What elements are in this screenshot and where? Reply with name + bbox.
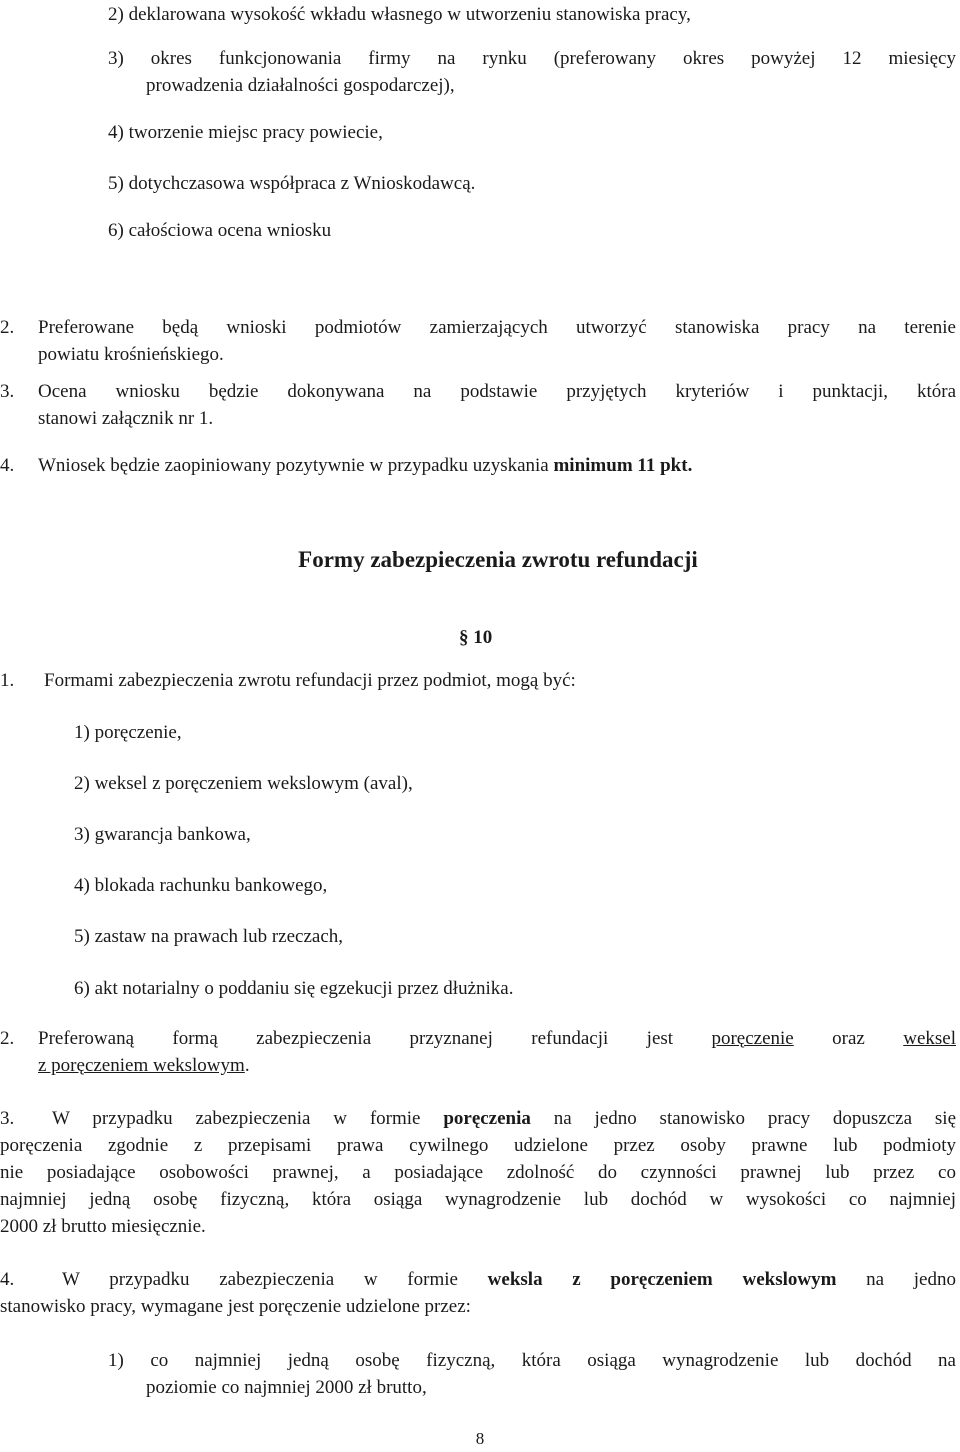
s10-point-4-bold: weksla z poręczeniem wekslowym [487, 1269, 837, 1290]
criteria-item-3-cont: prowadzenia działalności gospodarczej), [146, 75, 455, 96]
point-3-text: Ocena wniosku będzie dokonywana na podstawie przyjętych kryteriów i punktacji, która [38, 381, 956, 402]
s10-point-1-number: 1. [0, 670, 15, 691]
s10-point-4-sub-1-cont: poziomie co najmniej 2000 zł brutto, [146, 1377, 427, 1398]
section-heading: Formy zabezpieczenia zwrotu refundacji [298, 547, 698, 572]
s10-point-2-end: . [244, 1055, 250, 1076]
criteria-item-4: 4) tworzenie miejsc pracy powiecie, [108, 122, 383, 143]
form-item-1: 1) poręczenie, [74, 722, 182, 743]
form-item-2: 2) weksel z poręczeniem wekslowym (aval), [74, 773, 413, 794]
point-4-text [38, 452, 692, 479]
s10-point-4-number: 4. [0, 1269, 15, 1290]
s10-point-1-text: Formami zabezpieczenia zwrotu refundacji przez podmiot, mogą być: [44, 670, 576, 691]
criteria-item-3: 3) okres funkcjonowania firmy na rynku (preferowany okres powyżej 12 miesięcy [108, 48, 956, 69]
s10-point-3-plain: W przypadku zabezpieczenia w formie [52, 1108, 444, 1129]
s10-point-4-sub-1: 1) co najmniej jedną osobę fizyczną, która osiąga wynagrodzenie lub dochód na [108, 1350, 956, 1371]
s10-point-4-plain-3: stanowisko pracy [0, 1296, 132, 1317]
criteria-item-6: 6) całościowa ocena wniosku [108, 220, 332, 241]
s10-point-4-text-cont [0, 1293, 471, 1320]
criteria-item-5: 5) dotychczasowa współpraca z Wnioskodawcą. [108, 173, 476, 194]
s10-point-4-plain: W przypadku zabezpieczenia w formie [62, 1269, 488, 1290]
paragraph-mark: § 10 [459, 627, 493, 648]
point-4-number: 4. [0, 455, 15, 476]
s10-point-4-plain-2: na jedno [836, 1269, 956, 1290]
page-number: 8 [475, 1429, 485, 1448]
s10-point-4-text [62, 1266, 956, 1293]
s10-point-4-underline: , [131, 1296, 136, 1317]
point-4-text-bold: minimum 11 pkt. [553, 455, 693, 476]
point-4-text-plain: Wniosek będzie zaopiniowany pozytywnie w przypadku uzyskania [38, 455, 554, 476]
s10-point-3-plain-2: na jedno stanowisko pracy dopuszcza się [530, 1108, 956, 1129]
form-item-3: 3) gwarancja bankowa, [74, 824, 251, 845]
form-item-5: 5) zastaw na prawach lub rzeczach, [74, 926, 344, 947]
s10-point-3-bold: poręczenia [443, 1108, 531, 1129]
s10-point-3-line-3: nie posiadające osobowości prawnej, a posiadające zdolność do czynności prawnej lub przez co [0, 1162, 956, 1183]
s10-point-3-line-5: 2000 zł brutto miesięcznie. [0, 1216, 206, 1237]
s10-point-2-underline-1: poręczenie [711, 1028, 794, 1049]
s10-point-3-line-2: poręczenia zgodnie z przepisami prawa cywilnego udzielone przez osoby prawne lub podmioty [0, 1135, 956, 1156]
s10-point-4-plain-4: wymagane jest poręczenie udzielone przez: [135, 1296, 471, 1317]
s10-point-2-plain-2: oraz [793, 1028, 904, 1049]
point-2-text-cont: powiatu krośnieńskiego. [38, 344, 224, 365]
s10-point-3-line-4: najmniej jedną osobę fizyczną, która osiąga wynagrodzenie lub dochód w wysokości co najmniej [0, 1189, 956, 1210]
point-2-text: Preferowane będą wnioski podmiotów zamierzających utworzyć stanowiska pracy na terenie [38, 317, 956, 338]
criteria-item-2: 2) deklarowana wysokość wkładu własnego w utworzeniu stanowiska pracy, [108, 4, 691, 25]
s10-point-2-plain: Preferowaną formą zabezpieczenia przyznanej refundacji jest [38, 1028, 712, 1049]
s10-point-2-number: 2. [0, 1028, 15, 1049]
s10-point-2-text [38, 1025, 956, 1052]
point-3-number: 3. [0, 381, 15, 402]
s10-point-2-text-cont [38, 1052, 250, 1079]
form-item-6: 6) akt notarialny o poddaniu się egzekucji przez dłużnika. [74, 978, 514, 999]
form-item-4: 4) blokada rachunku bankowego, [74, 875, 328, 896]
s10-point-2-underline-3: z poręczeniem wekslowym [38, 1055, 245, 1076]
s10-point-3-text [52, 1105, 956, 1132]
s10-point-3-number: 3. [0, 1108, 15, 1129]
point-3-text-cont: stanowi załącznik nr 1. [38, 408, 214, 429]
point-2-number: 2. [0, 317, 15, 338]
s10-point-2-underline-2: weksel [903, 1028, 956, 1049]
